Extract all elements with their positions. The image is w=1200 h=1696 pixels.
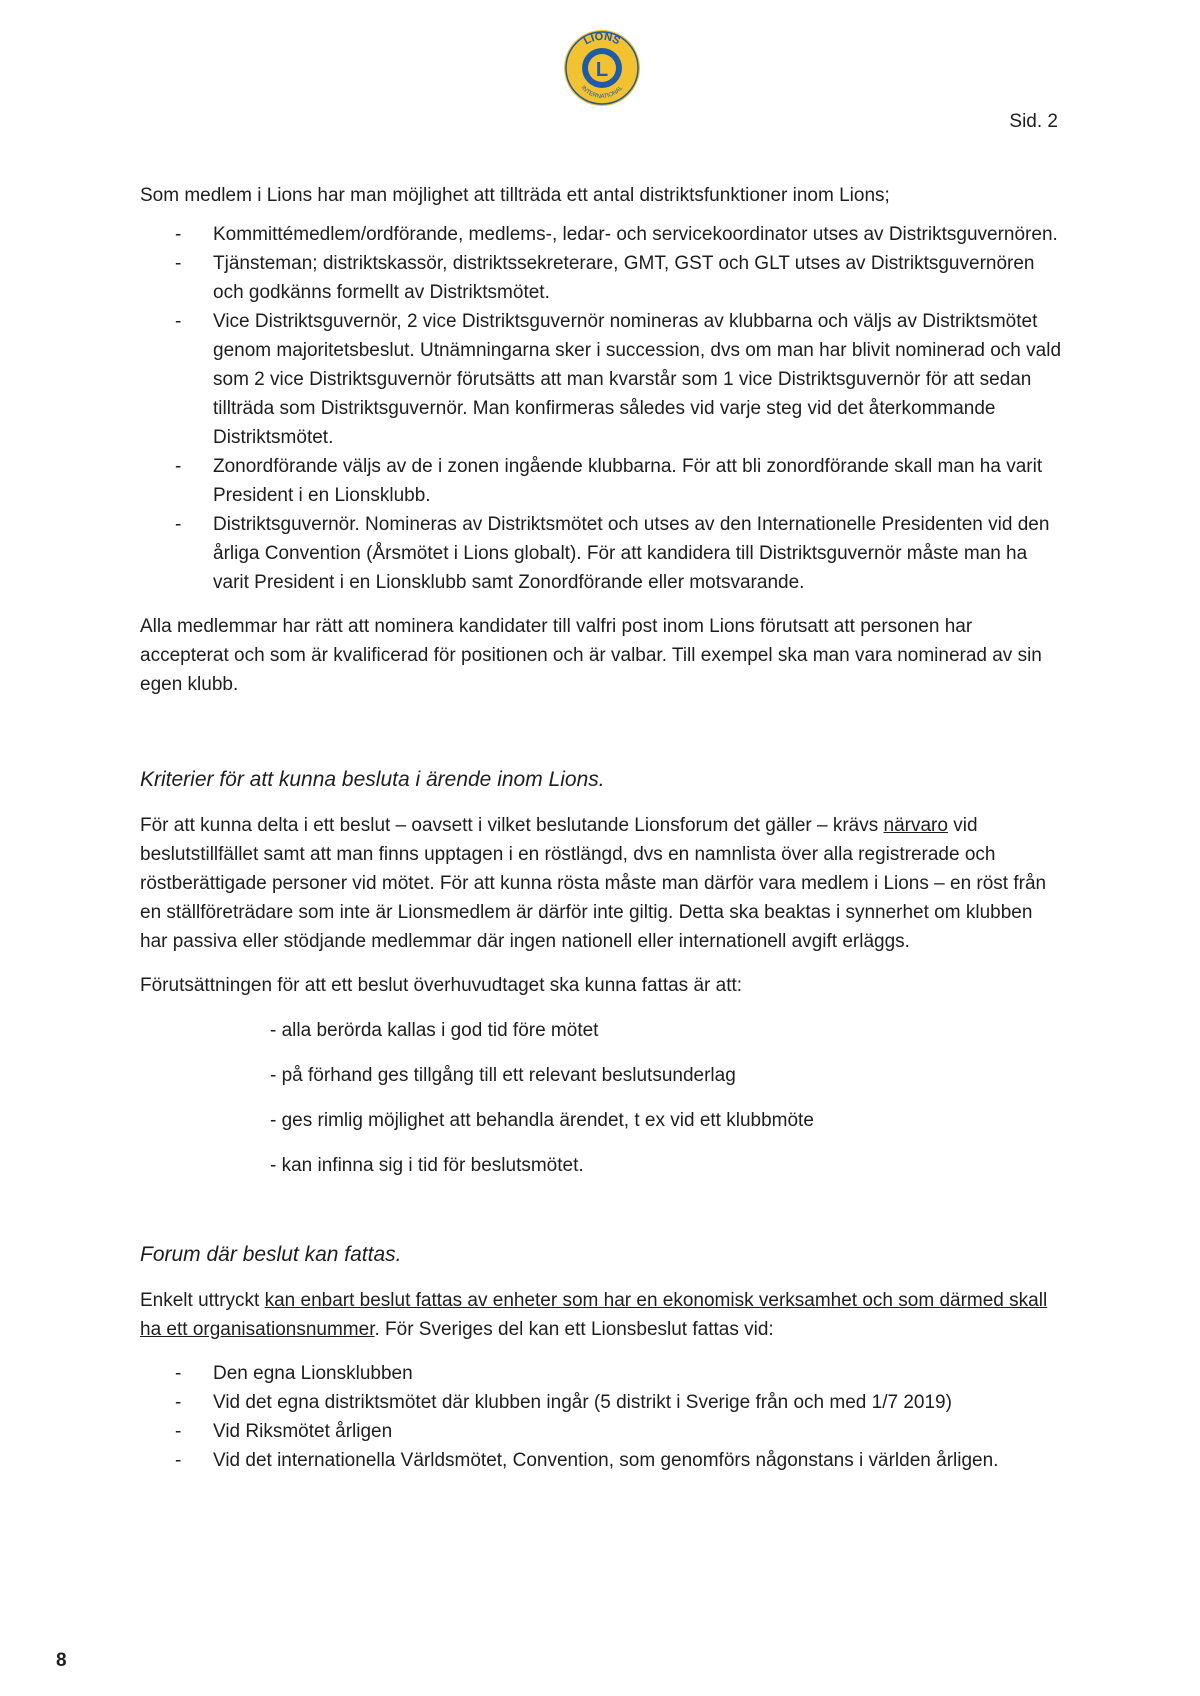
list-item: - Distriktsguvernör. Nomineras av Distriktsmötet och utses av den Internationelle Presidenten vid den årliga Convention (Årsmötet i Lions globalt). För att kandidera till Distriktsguvernör måste man ha varit President i en Lionsklubb samt Zonordförande eller motsvarande. <box>175 514 1050 593</box>
list-item: - Zonordförande väljs av de i zonen ingående klubbarna. För att bli zonordförande skall man ha varit President i en Lionsklubb. <box>175 456 1043 506</box>
intro-paragraph: Som medlem i Lions har man möjlighet att tillträda ett antal distriktsfunktioner inom Lions; <box>140 185 890 206</box>
list-item: - alla berörda kallas i god tid före mötet <box>270 1020 599 1041</box>
document-body <box>140 181 1062 1475</box>
list-item: - Vid Riksmötet årligen <box>175 1421 393 1442</box>
list-item: - Vid det egna distriktsmötet där klubben ingår (5 distrikt i Sverige från och med 1/7 2019) <box>175 1392 952 1413</box>
lions-emblem-icon <box>562 28 642 108</box>
page-number: 8 <box>56 1650 67 1671</box>
criteria-heading: Kriterier för att kunna besluta i ärende inom Lions. <box>140 768 605 791</box>
page-label: Sid. 2 <box>1009 111 1058 132</box>
lions-logo <box>562 28 642 108</box>
logo-top-text: LIONS <box>581 30 623 48</box>
list-item: - Den egna Lionsklubben <box>175 1363 413 1384</box>
list-item: - Kommittémedlem/ordförande, medlems-, ledar- och servicekoordinator utses av Distriktsguvernören. <box>175 224 1058 245</box>
list-item: - Vice Distriktsguvernör, 2 vice Distriktsguvernör nomineras av klubbarna och väljs av Distriktsmötet genom majoritetsbeslut. Utnämningarna sker i succession, dvs om man har blivit nominerad och vald som 2 vice Distriktsguvernör förutsätts att man kvarstår som 1 vice Distriktsguvernör för att sedan tillträda som Distriktsguvernör. Man konfirmeras således vid varje steg vid det återkommande Distriktsmötet. <box>175 311 1062 448</box>
list-item: - ges rimlig möjlighet att behandla ärendet, t ex vid ett klubbmöte <box>270 1110 814 1131</box>
venues-list <box>140 1359 1062 1475</box>
logo-bottom-text: INTERNATIONAL <box>579 85 625 101</box>
forum-heading: Forum där beslut kan fattas. <box>140 1243 402 1266</box>
list-item: - Vid det internationella Världsmötet, Convention, som genomförs någonstans i världen årligen. <box>175 1450 999 1471</box>
nomination-paragraph: Alla medlemmar har rätt att nominera kandidater till valfri post inom Lions förutsatt att personen har accepterat och som är kvalificerad för positionen och är valbar. Till exempel ska man vara nominerad av sin egen klubb. <box>140 616 1042 695</box>
prerequisite-intro: Förutsättningen för att ett beslut överhuvudtaget ska kunna fattas är att: <box>140 975 743 996</box>
functions-list <box>140 220 1062 597</box>
prerequisites-list <box>140 1016 1062 1180</box>
forum-paragraph: Enkelt uttryckt kan enbart beslut fattas av enheter som har en ekonomisk verksamhet och som därmed skall ha ett organisationsnummer. För Sveriges del kan ett Lionsbeslut fattas vid: <box>140 1290 1048 1340</box>
criteria-paragraph: För att kunna delta i ett beslut – oavsett i vilket beslutande Lionsforum det gäller – krävs närvaro vid beslutstillfället samt att man finns upptagen i en röstlängd, dvs en namnlista över alla registrerade och röstberättigade personer vid mötet. För att kunna rösta måste man därför vara medlem i Lions – en röst från en ställföreträdare som inte är Lionsmedlem är därför inte giltig. Detta ska beaktas i synnerhet om klubben har passiva eller stödjande medlemmar där ingen nationell eller internationell avgift erläggs. <box>140 815 1047 952</box>
list-item: - Tjänsteman; distriktskassör, distriktssekreterare, GMT, GST och GLT utses av Distriktsguvernören och godkänns formellt av Distriktsmötet. <box>175 253 1035 303</box>
list-item: - på förhand ges tillgång till ett relevant beslutsunderlag <box>270 1065 736 1086</box>
list-item: - kan infinna sig i tid för beslutsmötet. <box>270 1155 584 1176</box>
logo-letter: L <box>595 59 609 81</box>
